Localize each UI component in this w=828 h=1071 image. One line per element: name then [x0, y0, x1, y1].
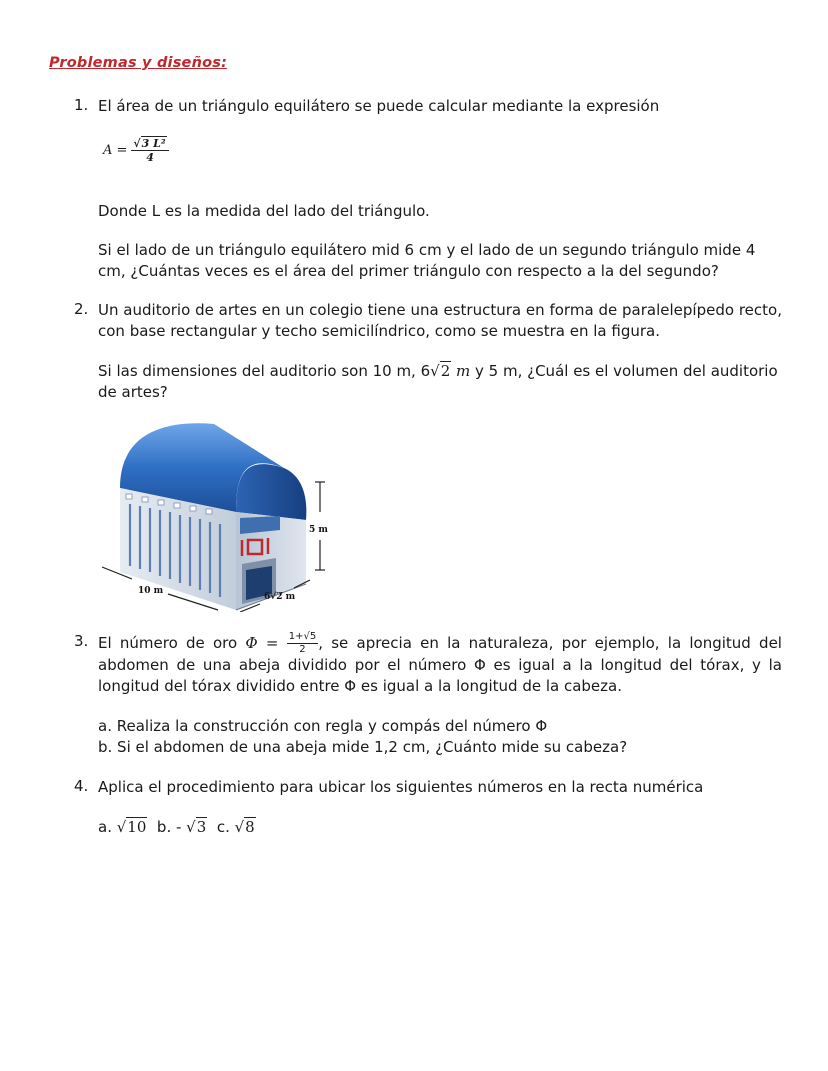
problem-3-text [98, 632, 782, 697]
problem-1-intro: El área de un triángulo equilátero se puede calcular mediante la expresión [98, 97, 660, 115]
q2-part1: Si las dimensiones del auditorio son 10 m, 6 [98, 362, 431, 380]
p4-a-label: a. [98, 818, 117, 836]
problem-2-number: 2. [74, 300, 89, 318]
page-title: Problemas y diseños: [49, 55, 228, 71]
length-label: 10 m [138, 586, 164, 596]
formula-numerator: 3 L² [141, 137, 166, 150]
q2-part2: y 5 m, ¿Cuál es el volumen del auditorio de artes? [98, 362, 778, 401]
width-coef: 6 [264, 592, 271, 602]
phi-numerator: 1+√5 [288, 631, 317, 642]
auditorium-figure [96, 412, 336, 612]
phi-fraction [287, 632, 318, 655]
problem-3-item-b: b. Si el abdomen de una abeja mide 1,2 cm, ¿Cuánto mide su cabeza? [98, 738, 628, 756]
problem-3-item-a: a. Realiza la construcción con regla y compás del número Φ [98, 717, 548, 735]
problem-1-note: Donde L es la medida del lado del triángulo. [98, 202, 430, 220]
formula-lhs: A = [103, 143, 128, 158]
p4-c-radicand: 8 [245, 818, 255, 836]
p4-a-radicand: 10 [127, 818, 147, 836]
phi-denominator: 2 [299, 644, 306, 655]
height-label: 5 m [309, 525, 328, 535]
problem-4-text: Aplica el procedimiento para ubicar los siguientes números en la recta numérica [98, 778, 704, 796]
roof-end [236, 464, 306, 520]
p4-b-label: b. - [147, 818, 187, 836]
p3-line1a: El número de oro [98, 634, 246, 652]
p4-c-label: c. [207, 818, 235, 836]
p3-line1b: , se aprecia en la naturaleza, por ejemplo, la longitud del abdomen de una abeja dividido por el número Φ es igual a la longitud del tórax, y la longitud del tórax dividido entre Φ es igual a la longitud de la cabeza. [98, 634, 782, 695]
width-unit: m [282, 592, 296, 602]
q2-unit: m [451, 362, 471, 380]
problem-2-question: Si las dimensiones del auditorio son 10 m, 6√2 m y 5 m, ¿Cuál es el volumen del auditorio de artes? [98, 362, 778, 401]
problem-2-text: Un auditorio de artes en un colegio tiene una estructura en forma de paralelepípedo recto, con base rectangular y techo semicilíndrico, como se muestra en la figura. [98, 301, 782, 340]
width-rad: 2 [276, 592, 283, 602]
problem-4-items: a. √10 b. - √3 c. √8 [98, 818, 255, 836]
problem-4-number: 4. [74, 777, 89, 795]
width-label: 6√2 m [264, 592, 296, 602]
p4-b-radicand: 3 [196, 818, 207, 836]
q2-sqrt: 2 [440, 362, 451, 380]
area-formula [103, 138, 169, 163]
problem-1-number: 1. [74, 96, 89, 114]
problem-1-question: Si el lado de un triángulo equilátero mid 6 cm y el lado de un segundo triángulo mide 4 cm, ¿Cuántas veces es el área del primer triángulo con respecto a la del segundo? [98, 241, 756, 280]
formula-fraction: $\frac{\text{√3 L²}}{4}$ [131, 138, 168, 163]
problem-3-number: 3. [74, 632, 89, 650]
formula-denominator: 4 [146, 151, 154, 164]
phi-lhs: Φ = [245, 634, 279, 652]
